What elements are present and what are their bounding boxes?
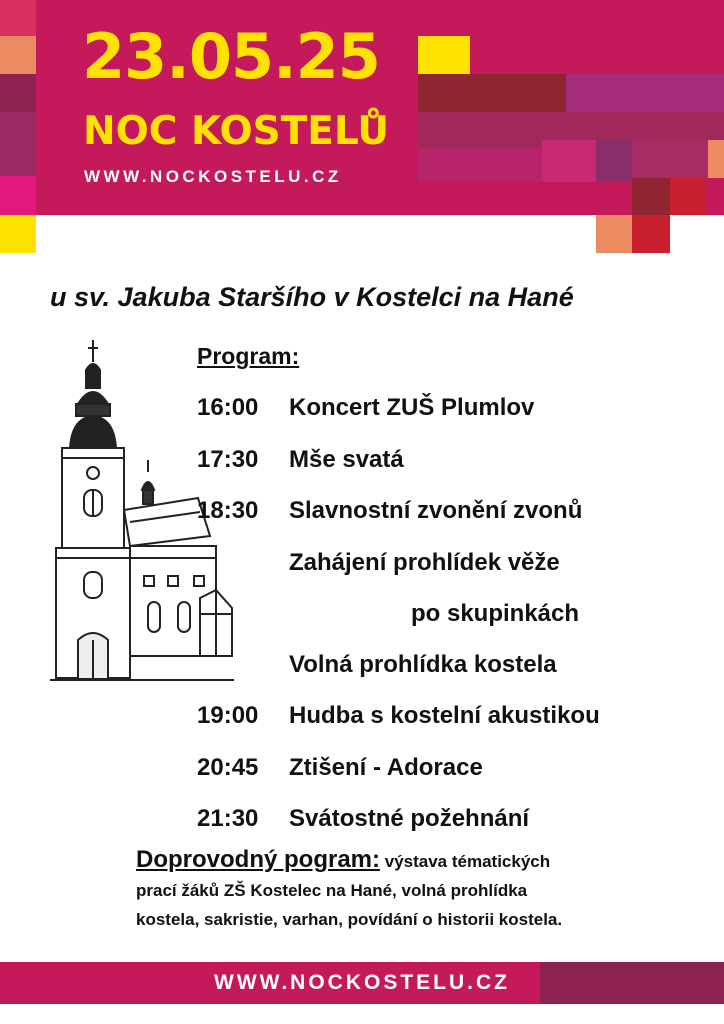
accompanying-line (136, 845, 696, 876)
program-text: po skupinkách (411, 600, 580, 627)
program-text: Svátostné požehnání (289, 805, 530, 832)
decor-tile (542, 140, 596, 182)
decor-tile (418, 36, 470, 74)
decor-tile (632, 178, 670, 215)
accompanying-text: výstava tématických (384, 852, 551, 871)
decor-tile (0, 36, 36, 74)
header-banner (0, 0, 724, 215)
church-name: u sv. Jakuba Staršího v Kostelci na Hané (50, 282, 574, 312)
footer-banner (0, 962, 724, 1004)
program-time: 16:00 (197, 394, 259, 421)
decor-tile (566, 74, 724, 112)
decor-tile (632, 215, 670, 253)
decor-tile (0, 74, 36, 112)
program-time: 17:30 (197, 446, 259, 473)
decor-tile (418, 148, 542, 182)
event-date: 23.05.25 (82, 20, 380, 93)
decor-tile (632, 140, 708, 178)
program-text: Slavnostní zvonění zvonů (289, 497, 583, 524)
decor-tile (0, 176, 36, 215)
program-text: Volná prohlídka kostela (289, 651, 557, 678)
program-text: Ztišení - Adorace (289, 754, 483, 781)
accompanying-text: kostela, sakristie, varhan, povídání o historii kostela. (136, 910, 563, 929)
program-text: Zahájení prohlídek věže (289, 549, 560, 576)
decor-tile (708, 140, 724, 178)
decor-tile (418, 74, 566, 112)
decor-tile (670, 178, 706, 215)
footer-url[interactable]: WWW.NOCKOSTELU.CZ (214, 971, 510, 994)
program-time: 20:45 (197, 754, 259, 781)
event-title: NOC KOSTELŮ (83, 109, 390, 154)
program-text: Hudba s kostelní akustikou (289, 702, 600, 729)
program-time: 18:30 (197, 497, 259, 524)
program-time: 21:30 (197, 805, 259, 832)
decor-tile (0, 0, 36, 36)
website-url[interactable]: WWW.NOCKOSTELU.CZ (84, 167, 342, 186)
program-time: 19:00 (197, 702, 259, 729)
decor-tile (596, 215, 632, 253)
decor-tile (0, 215, 36, 253)
decor-tile (0, 112, 36, 176)
accompanying-text: prací žáků ZŠ Kostelec na Hané, volná prohlídka (136, 881, 528, 900)
accompanying-program (136, 845, 696, 934)
program-text: Koncert ZUŠ Plumlov (289, 394, 535, 421)
decor-tile (596, 140, 632, 182)
program-text: Mše svatá (289, 446, 404, 473)
accompanying-label: Doprovodný pogram: (136, 846, 380, 873)
program-heading: Program: (197, 343, 300, 369)
